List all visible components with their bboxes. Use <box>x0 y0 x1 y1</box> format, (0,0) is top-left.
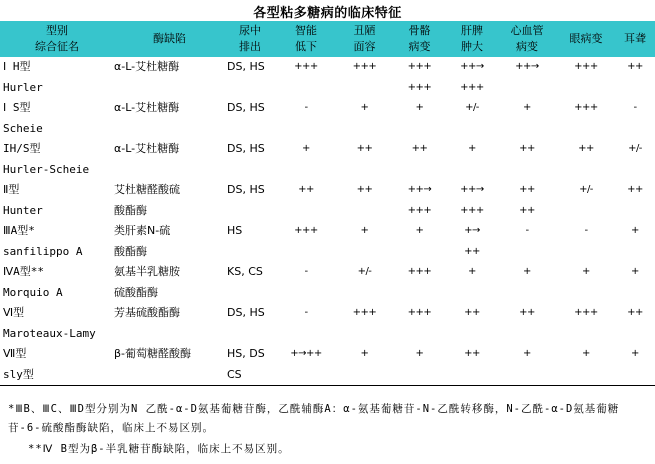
table-row <box>0 344 655 365</box>
table-cell: DS, HS <box>227 183 265 196</box>
table-cell: + <box>631 348 639 359</box>
table-cell <box>615 242 655 263</box>
column-header: 智能 低下 <box>295 24 317 53</box>
table-cell: + <box>631 266 639 277</box>
table-cell: - <box>584 225 588 236</box>
table-cell: ++→ <box>407 184 432 195</box>
table-cell <box>337 283 392 304</box>
table-cell: +++ <box>407 204 432 216</box>
table-row <box>0 324 655 345</box>
table-row <box>0 139 655 160</box>
footnote-1: *ⅢB、ⅢC、ⅢD型分别为N 乙酰-α-D氨基葡糖苷酶，乙酰辅酶A：α-氨基葡糖苷-N-乙酰转移酶，N-乙酰-α-D氨基葡糖苷-6-硫酸酯酶缺陷，临床上不易区别。 <box>8 403 620 434</box>
table-cell <box>114 78 225 99</box>
table-cell: +++ <box>460 204 484 216</box>
table-cell: ++ <box>464 307 480 318</box>
table-cell: + <box>582 348 590 359</box>
table-cell <box>225 324 275 345</box>
table-cell <box>447 160 497 181</box>
table-cell: 芳基硫酸酯酶 <box>114 306 180 319</box>
table-cell: ++ <box>298 184 314 195</box>
table-cell <box>497 242 557 263</box>
table-cell <box>225 201 275 222</box>
table-cell: +/- <box>357 266 372 277</box>
table-cell: +++ <box>574 307 598 318</box>
table-cell: + <box>523 102 531 113</box>
table-cell: + <box>302 143 310 154</box>
table-cell: Morquio A <box>3 285 63 299</box>
table-cell: 氨基半乳糖胺 <box>114 265 180 278</box>
table-cell: ++→ <box>515 61 539 72</box>
table-cell: sly型 <box>0 365 114 386</box>
table-cell <box>615 324 655 345</box>
table-cell <box>337 160 392 181</box>
table-row <box>0 365 655 386</box>
table-row <box>0 78 655 99</box>
table-cell <box>615 119 655 140</box>
table-cell <box>275 201 337 222</box>
table-cell: KS, CS <box>227 265 263 278</box>
table-cell <box>557 160 615 181</box>
table-row <box>0 242 655 263</box>
table-cell: + <box>415 225 424 236</box>
table-cell: ++ <box>411 143 428 154</box>
table-cell: DS, HS <box>227 60 265 73</box>
table-cell: Maroteaux-Lamy <box>3 326 96 340</box>
table-cell: +++ <box>407 61 432 72</box>
table-cell: +++ <box>407 81 432 93</box>
table-cell <box>447 324 497 345</box>
table-cell: +++ <box>574 61 598 72</box>
table-cell <box>114 365 225 386</box>
table-cell <box>225 119 275 140</box>
column-header: 眼病变 <box>569 32 603 45</box>
table-cell <box>275 119 337 140</box>
table-cell: ++→ <box>460 184 484 195</box>
table-cell: HS <box>227 224 243 237</box>
table-cell: + <box>523 348 531 359</box>
table-cell: +/- <box>579 184 593 195</box>
table-cell: α-L-艾杜糖酶 <box>114 142 180 155</box>
table-cell <box>225 283 275 304</box>
column-header: 心血管 病变 <box>510 24 544 53</box>
table-cell: + <box>468 266 476 277</box>
table-cell <box>557 242 615 263</box>
table-cell <box>557 78 615 99</box>
table-cell <box>337 78 392 99</box>
table-cell: DS, HS <box>227 306 265 319</box>
table-cell: - <box>304 307 308 318</box>
table-cell: +++ <box>352 61 377 72</box>
table-cell: Hurler-Scheie <box>3 162 90 176</box>
table-cell: ⅢA型* <box>3 224 35 237</box>
column-header: 耳聋 <box>624 32 646 45</box>
column-header: 酶缺陷 <box>153 32 186 45</box>
table-cell: CS <box>225 365 275 386</box>
table-cell: ++ <box>627 307 643 318</box>
table-row <box>0 283 655 304</box>
table-title: 各型粘多糖病的临床特征 <box>253 6 402 21</box>
table-cell <box>447 119 497 140</box>
table-cell: Ⅱ型 <box>3 183 20 196</box>
table-cell: Scheie <box>3 121 43 135</box>
table-cell <box>275 78 337 99</box>
table-cell: 酸酯酶 <box>114 244 147 258</box>
table-cell: ++ <box>464 245 480 257</box>
table-cell <box>392 324 447 345</box>
table-cell <box>557 365 615 386</box>
table-cell <box>225 78 275 99</box>
table-cell: ++ <box>519 204 535 216</box>
table-cell <box>557 201 615 222</box>
table-cell: ⅣA型** <box>3 265 45 278</box>
column-header: 尿中 排出 <box>239 24 261 53</box>
table-cell: 类肝素N-硫 <box>114 224 171 237</box>
table-cell: + <box>523 266 531 277</box>
table-cell <box>392 160 447 181</box>
table-cell: +→ <box>464 225 480 236</box>
table-cell <box>615 160 655 181</box>
table-row <box>0 160 655 181</box>
table-cell <box>337 365 392 386</box>
table-cell: + <box>360 225 369 236</box>
table-header <box>0 21 655 57</box>
table-cell: 酸酯酶 <box>114 203 147 217</box>
table-cell <box>497 160 557 181</box>
table-cell <box>337 324 392 345</box>
table-cell <box>557 119 615 140</box>
table-cell <box>447 283 497 304</box>
table-cell: ++ <box>356 184 373 195</box>
table-cell <box>497 324 557 345</box>
table-cell: + <box>360 102 369 113</box>
table-cell <box>225 160 275 181</box>
table-cell: α-L-艾杜糖酶 <box>114 101 180 114</box>
table-cell: β-葡萄糖醛酸酶 <box>114 347 191 360</box>
table-cell: +++ <box>407 266 432 277</box>
column-header: 肝脾 肿大 <box>461 24 483 53</box>
table-cell: - <box>304 102 308 113</box>
table-cell: +++ <box>294 225 318 236</box>
table-cell: + <box>631 225 639 236</box>
footnote-2: **Ⅳ B型为β-半乳糖苷酶缺陷，临床上不易区别。 <box>28 443 290 455</box>
table-row <box>0 180 655 201</box>
table-cell: ++ <box>519 143 535 154</box>
table-cell: +/- <box>465 102 479 113</box>
table-cell <box>337 201 392 222</box>
table-cell: Ⅰ S型 <box>3 101 31 114</box>
column-header: 骨骼 病变 <box>408 24 431 53</box>
table-cell: +/- <box>628 143 642 154</box>
table-cell <box>114 119 225 140</box>
table-cell: - <box>525 225 529 236</box>
table-cell: + <box>415 102 424 113</box>
table-cell: +++ <box>407 307 432 318</box>
table-cell <box>275 242 337 263</box>
table-cell <box>497 78 557 99</box>
table-cell: HS, DS <box>227 347 265 360</box>
table-cell <box>497 283 557 304</box>
table-body <box>0 57 655 386</box>
table-cell: 艾杜糖醛酸硫 <box>114 183 180 196</box>
table-cell <box>392 119 447 140</box>
table-cell: ++ <box>519 184 535 195</box>
table-cell: DS, HS <box>227 142 265 155</box>
table-cell <box>447 365 497 386</box>
table-cell: ++ <box>519 307 535 318</box>
table-row <box>0 98 655 119</box>
table-cell <box>557 324 615 345</box>
table-cell <box>497 119 557 140</box>
table-cell <box>392 283 447 304</box>
table-cell: - <box>633 102 637 113</box>
table-cell <box>114 160 225 181</box>
table-cell: ++ <box>627 184 643 195</box>
table-cell: - <box>304 266 308 277</box>
table-cell <box>337 242 392 263</box>
clinical-features-table <box>0 21 655 386</box>
table-cell: + <box>582 266 590 277</box>
table-cell: α-L-艾杜糖酶 <box>114 60 180 73</box>
table-cell: Hurler <box>3 80 43 94</box>
table-cell: +++ <box>460 81 484 93</box>
column-header: 型别 综合征名 <box>35 24 79 53</box>
table-row <box>0 221 655 242</box>
table-cell: +++ <box>294 61 318 72</box>
table-cell: ++ <box>356 143 373 154</box>
table-cell: Ⅵ型 <box>3 306 25 319</box>
table-cell: ++→ <box>460 61 484 72</box>
table-cell <box>497 365 557 386</box>
table-cell <box>337 119 392 140</box>
table-cell: ++ <box>578 143 594 154</box>
table-row <box>0 303 655 324</box>
table-row <box>0 57 655 78</box>
table-cell <box>615 365 655 386</box>
table-row <box>0 262 655 283</box>
table-cell: IH/S型 <box>3 142 41 155</box>
table-cell: +→++ <box>290 348 322 359</box>
table-cell <box>557 283 615 304</box>
table-cell: ++ <box>627 61 643 72</box>
table-cell: +++ <box>352 307 377 318</box>
table-cell: +++ <box>574 102 598 113</box>
table-cell <box>275 324 337 345</box>
table-cell <box>114 324 225 345</box>
table-cell: + <box>468 143 476 154</box>
table-row <box>0 201 655 222</box>
table-cell: Ⅶ型 <box>3 347 27 360</box>
table-cell: + <box>415 348 424 359</box>
table-cell: ++ <box>464 348 480 359</box>
table-cell: Hunter <box>3 203 43 217</box>
table-cell: sanfilippo A <box>3 244 83 258</box>
table-cell <box>392 365 447 386</box>
table-cell <box>615 201 655 222</box>
table-cell <box>225 242 275 263</box>
table-cell <box>275 283 337 304</box>
table-cell <box>615 78 655 99</box>
table-cell <box>615 283 655 304</box>
table-cell <box>275 365 337 386</box>
table-cell <box>275 160 337 181</box>
table-row <box>0 119 655 140</box>
table-cell: DS, HS <box>227 101 265 114</box>
table-cell: 硫酸酯酶 <box>114 285 158 299</box>
table-cell: + <box>360 348 369 359</box>
table-cell <box>392 242 447 263</box>
table-cell: Ⅰ H型 <box>3 60 31 73</box>
column-header: 丑陋 面容 <box>353 24 376 53</box>
